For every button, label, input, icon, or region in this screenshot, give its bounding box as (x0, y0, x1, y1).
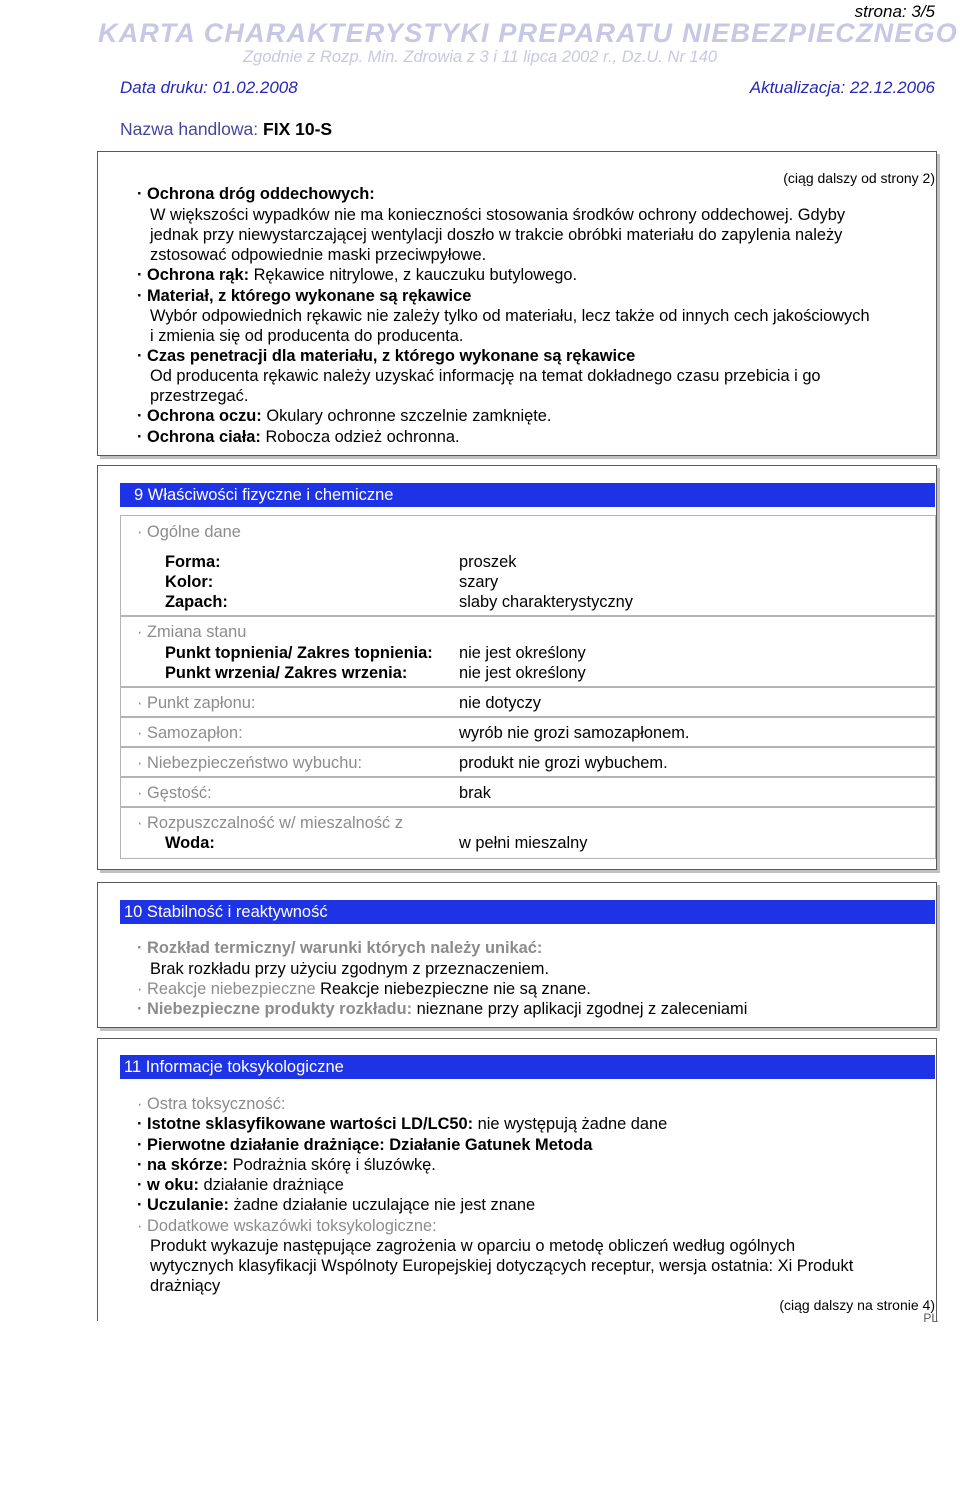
explosion-label: · Niebezpieczeństwo wybuchu: (137, 754, 363, 772)
density-panel (120, 776, 936, 808)
form-label: Forma: (165, 553, 221, 571)
glove-material-line: Wybór odpowiednich rękawic nie zależy tylko od materiału, lecz także od innych cech jakościowych (150, 307, 870, 325)
body-protection-value: Robocza odzież ochronna. (265, 428, 460, 446)
boiling-point-label: Punkt wrzenia/ Zakres wrzenia: (165, 664, 408, 682)
penetration-time-line: Od producenta rękawic należy uzyskać informację na temat dokładnego czasu przebicia i go (150, 367, 821, 385)
additional-toxicology-line: drażniący (150, 1277, 221, 1295)
decomposition-products-label: · Niebezpieczne produkty rozkładu: (137, 1000, 413, 1018)
density-label: · Gęstość: (137, 784, 212, 802)
trade-name (120, 119, 332, 140)
eye-protection (137, 406, 551, 426)
glove-material-label: · Materiał, z którego wykonane są rękawice (137, 287, 472, 305)
respiratory-text-line: zstosować odpowiednie maski przeciwpyłowe. (150, 246, 487, 264)
update-date: Aktualizacja: 22.12.2006 (749, 78, 935, 97)
section-11-header (120, 1055, 935, 1079)
continued-on-note: (ciąg dalszy na stronie 4) (779, 1297, 935, 1313)
odor-label: Zapach: (165, 593, 228, 611)
ld50-values (137, 1114, 667, 1134)
skin-effect (137, 1155, 436, 1175)
odor-value: slaby charakterystyczny (459, 593, 633, 611)
sensitization-value: żadne działanie uczulające nie jest znane (233, 1196, 536, 1214)
density-value: brak (459, 784, 491, 802)
eye-protection-value: Okulary ochronne szczelnie zamknięte. (266, 407, 552, 425)
melting-point-value: nie jest określony (459, 644, 586, 662)
flash-point-value: nie dotyczy (459, 694, 541, 712)
sensitization (137, 1195, 535, 1215)
continued-from-note: (ciąg dalszy od strony 2) (783, 170, 935, 186)
language-code: PL (923, 1311, 938, 1325)
form-value: proszek (459, 553, 517, 571)
trade-name-label: Nazwa handlowa: (120, 119, 259, 139)
color-value: szary (459, 573, 499, 591)
section-10-header (120, 900, 935, 924)
document-title: KARTA CHARAKTERYSTYKI PREPARATU NIEBEZPIECZNEGO (98, 18, 958, 48)
ld50-value: nie występują żadne dane (477, 1115, 668, 1133)
section-11-title: 11 Informacje toksykologiczne (124, 1058, 344, 1076)
flash-point-label: · Punkt zapłonu: (137, 694, 256, 712)
additional-toxicology-line: Produkt wykazuje następujące zagrożenia w oparciu o metodę obliczeń według ogólnych (150, 1237, 796, 1255)
eye-effect (137, 1175, 344, 1195)
eye-effect-label: · w oku: (137, 1176, 199, 1194)
dangerous-reactions-value: Reakcje niebezpieczne nie są znane. (320, 980, 591, 998)
dangerous-reactions (137, 979, 591, 999)
hand-protection-value: Rękawice nitrylowe, z kauczuku butylowego. (253, 266, 578, 284)
state-change-label: · Zmiana stanu (137, 623, 247, 641)
water-label: Woda: (165, 834, 215, 852)
section-10-title: 10 Stabilność i reaktywność (124, 903, 328, 921)
ld50-label: · Istotne sklasyfikowane wartości LD/LC50: (137, 1115, 474, 1133)
eye-protection-label: · Ochrona oczu: (137, 407, 262, 425)
additional-toxicology-label: · Dodatkowe wskazówki toksykologiczne: (137, 1217, 437, 1235)
color-label: Kolor: (165, 573, 214, 591)
water-value: w pełni mieszalny (459, 834, 588, 852)
general-data-label: · Ogólne dane (137, 523, 241, 541)
glove-material-line: i zmienia się od producenta do producenta. (150, 327, 464, 345)
melting-point-label: Punkt topnienia/ Zakres topnienia: (165, 644, 433, 662)
sensitization-label: · Uczulanie: (137, 1196, 229, 1214)
body-protection-label: · Ochrona ciała: (137, 428, 261, 446)
penetration-time-label: · Czas penetracji dla materiału, z którego wykonane są rękawice (137, 347, 636, 365)
page-number: strona: 3/5 (854, 2, 935, 21)
penetration-time-line: przestrzegać. (150, 387, 249, 405)
skin-value: Podrażnia skórę i śluzówkę. (232, 1156, 436, 1174)
primary-irritant-label: · Pierwotne działanie drażniące: Działanie Gatunek Metoda (137, 1136, 593, 1154)
print-date: Data druku: 01.02.2008 (120, 78, 298, 97)
respiratory-text-line: jednak przy niewystarczającej wentylacji doszło w trakcie obróbki materiału do zapylenia należy (150, 226, 843, 244)
decomposition-products (137, 999, 747, 1019)
eye-effect-value: działanie drażniące (203, 1176, 344, 1194)
self-ignition-value: wyrób nie grozi samozapłonem. (459, 724, 690, 742)
section-9-title: 9 Właściwości fizyczne i chemiczne (134, 486, 394, 504)
respiratory-protection-label: · Ochrona dróg oddechowych: (137, 185, 375, 203)
respiratory-text-line: W większości wypadków nie ma konieczności stosowania środków ochrony oddechowej. Gdyby (150, 206, 846, 224)
additional-toxicology-line: wytycznych klasyfikacji Wspólnoty Europejskiej dotyczących receptur, wersja ostatnia: Xi Produkt (150, 1257, 854, 1275)
body-protection (137, 427, 460, 447)
dangerous-reactions-label: · Reakcje niebezpieczne (137, 980, 316, 998)
thermal-decomposition-label: · Rozkład termiczny/ warunki których należy unikać: (137, 939, 543, 957)
self-ignition-label: · Samozapłon: (137, 724, 243, 742)
thermal-decomposition-value: Brak rozkładu przy użyciu zgodnym z przeznaczeniem. (150, 960, 550, 978)
acute-toxicity-label: · Ostra toksyczność: (137, 1095, 286, 1113)
solubility-label: · Rozpuszczalność w/ mieszalność z (137, 814, 403, 832)
hand-protection (137, 265, 577, 285)
hand-protection-label: · Ochrona rąk: (137, 266, 250, 284)
section-9-header (120, 483, 935, 507)
trade-name-value: FIX 10-S (263, 119, 333, 139)
boiling-point-value: nie jest określony (459, 664, 586, 682)
decomposition-products-value: nieznane przy aplikacji zgodnej z zaleceniami (416, 1000, 748, 1018)
document-subtitle: Zgodnie z Rozp. Min. Zdrowia z 3 i 11 lipca 2002 r., Dz.U. Nr 140 (242, 48, 718, 66)
explosion-value: produkt nie grozi wybuchem. (459, 754, 668, 772)
skin-label: · na skórze: (137, 1156, 229, 1174)
